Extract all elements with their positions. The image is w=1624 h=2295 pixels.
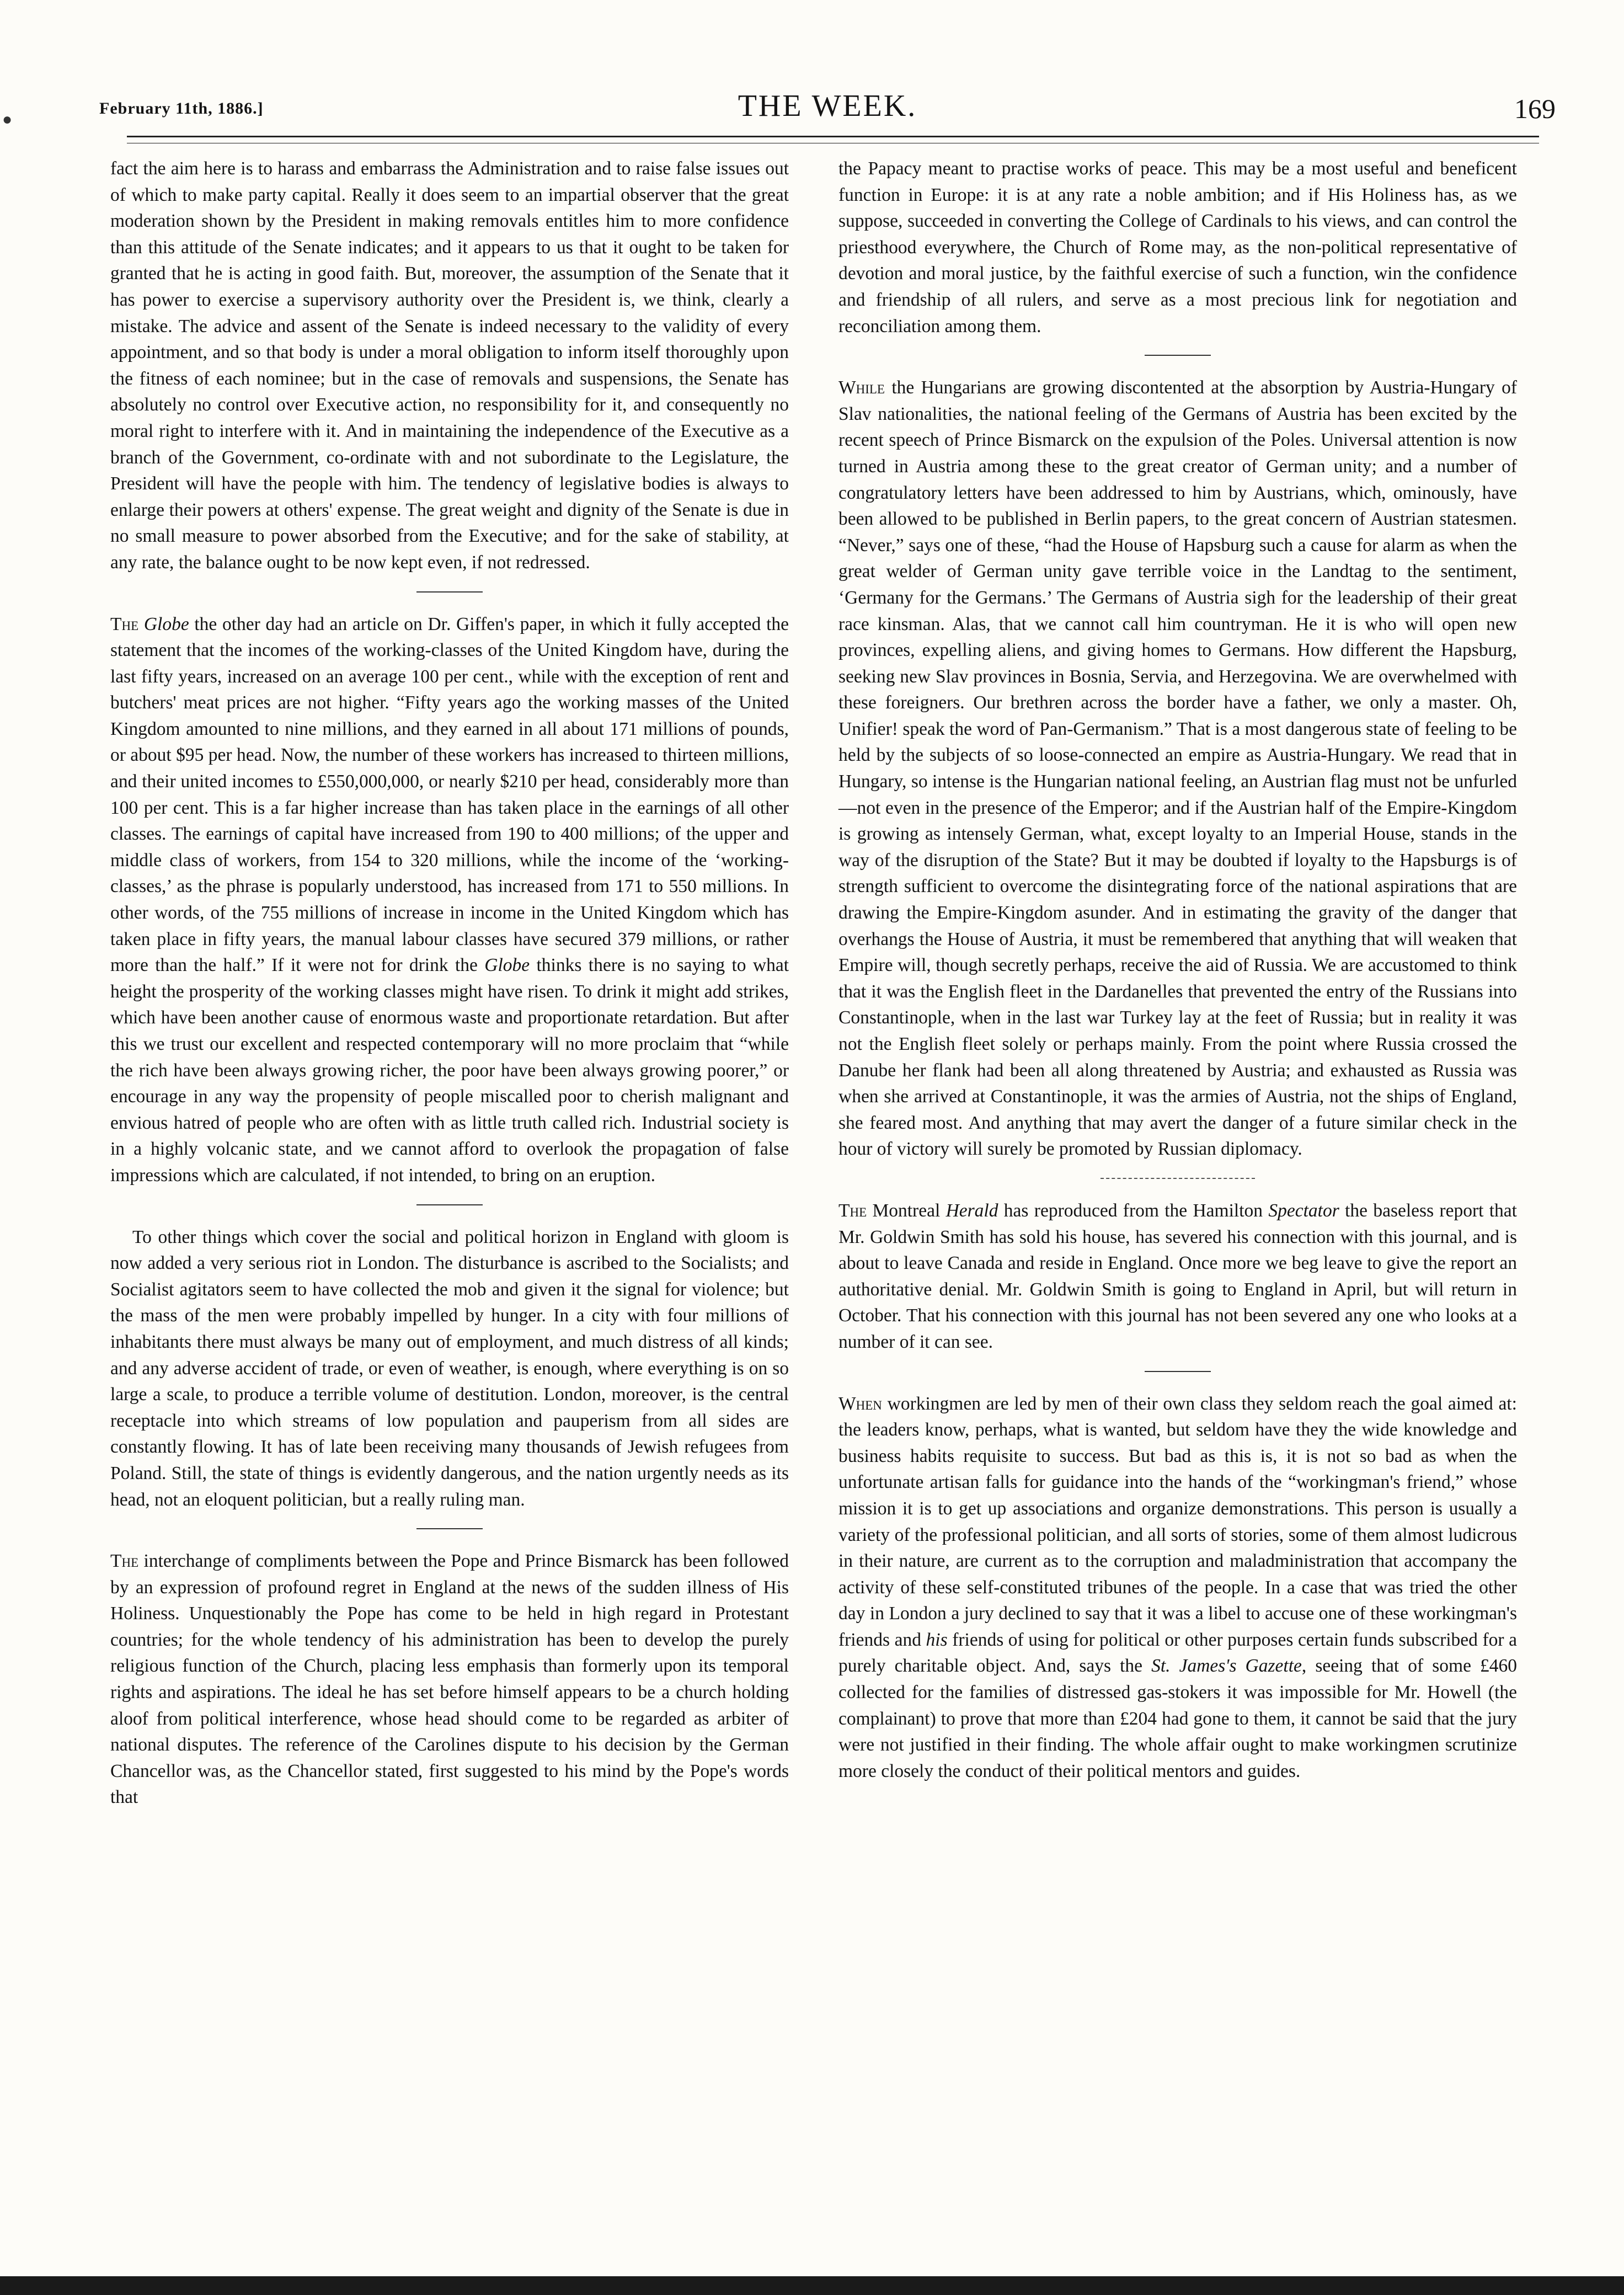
article-text: Montreal bbox=[867, 1200, 946, 1221]
emphasis: his bbox=[926, 1629, 948, 1650]
article-text: has reproduced from the Hamilton bbox=[998, 1200, 1269, 1221]
article-text: thinks there is no saying to what height the prosperity of the working classes might have risen. To drink it might add strikes, which have been another cause of enormous waste and proportionate retardation. But after this we trust our excellent and respected contemporary will no more proclaim that “while the rich have been always growing richer, the poor have been always growing poorer,” or encourage in any way the propensity of people miscalled poor to cherish malignant and envious hatred of people who are often with as little truth called rich. Industrial society is in a highly volcanic state, and we cannot afford to overlook the propagation of false impressions which are calculated, if not intended, to bring on an eruption. bbox=[110, 955, 789, 1186]
article-lead-word: The bbox=[838, 1200, 867, 1221]
header-rule bbox=[127, 136, 1539, 143]
article-pope bbox=[110, 1548, 789, 1811]
article-pope-continued: the Papacy meant to practise works of peace. This may be a most useful and beneficent function in Europe: it is at any rate a noble ambition; and if His Holiness has, as we suppose, succeeded in converting the College of Cardinals to his views, and can control the priesthood everywhere, the Church of Rome may, as the non-political representative of devotion and moral justice, by the faithful exercise of such a function, win the confidence and friendship of all rulers, and serve as a most precious link for negotiation and reconciliation among them. bbox=[838, 158, 1517, 337]
newspaper-title: St. James's Gazette bbox=[1151, 1656, 1302, 1677]
article-senate: fact the aim here is to harass and embarrass the Administration and to raise false issues out of which to make party capital. Really it does seem to an impartial observer that the great moderation shown by the President in making removals entitles him to more confidence than this attitude of the Senate indicates; and it appears to us that it ought to be taken for granted that he is acting in good faith. But, moreover, the assumption of the Senate that it has power to exercise a supervisory authority over the President is, we think, clearly a mistake. The advice and assent of the Senate is indeed necessary to the validity of every appointment, and so that body is under a moral obligation to inform itself thoroughly upon the fitness of each nominee; but in the case of removals and suspensions, the Senate has absolutely no control over Executive action, no responsibility for it, and consequently no moral right to interfere with it. And in maintaining the independence of the Executive as a branch of the Government, co-ordinate with and not subordinate to the Legislature, the President will have the people with him. The tendency of legislative bodies is always to enlarge their powers at others' expense. The great weight and dignity of the Senate is due in no small measure to power absorbed from the Executive; and for the sake of stability, at any rate, the balance ought to be now kept even, if not redressed. bbox=[110, 158, 789, 573]
article-globe bbox=[110, 611, 789, 1189]
newspaper-title: Globe bbox=[143, 613, 189, 634]
article-lead-word: While bbox=[838, 377, 885, 398]
article-text: the other day had an article on Dr. Giffen's paper, in which it fully accepted the statement that the incomes of the working-classes of the United Kingdom have, during the last fifty years, increased on an average 100 per cent., while with the exception of rent and butchers' meat prices are not higher. “Fifty years ago the working masses of the United Kingdom amounted to nine millions, and they earned in all about 171 millions of pounds, or about $95 per head. Now, the number of these workers has increased to thirteen millions, and their united incomes to £550,000,000, or nearly $210 per head, considerably more than 100 per cent. This is a far higher increase than has taken place in the earnings of all other classes. The earnings of capital have increased from 190 to 400 millions; of the upper and middle class of workers, from 154 to 320 millions, while the income of the ‘working-classes,’ as the phrase is popularly understood, has increased from 171 to 550 millions. In other words, of the 755 millions of increase in income in the United Kingdom which has taken place in fifty years, the manual labour classes have secured 379 millions, or rather more than the half.” If it were not for drink the bbox=[110, 613, 789, 976]
page-header bbox=[99, 83, 1556, 132]
article-separator bbox=[1101, 1178, 1255, 1179]
article-text: the baseless report that Mr. Goldwin Smith has sold his house, has severed his connection with this journal, and is about to leave Canada and reside in England. Once more we beg leave to give the report an authoritative denial. Mr. Goldwin Smith is going to England in April, but will return in October. That his connection with this journal has not been severed any one who looks at a number of it can see. bbox=[838, 1200, 1517, 1352]
article-lead-word: The bbox=[110, 1551, 139, 1572]
margin-mark: ● bbox=[2, 110, 13, 129]
article-workingmen bbox=[838, 1391, 1517, 1785]
scan-bottom-edge bbox=[0, 2276, 1624, 2295]
article-text: , seeing that of some £460 collected for the families of distressed gas-stokers it was impossible for Mr. Howell (the complainant) to prove that more than £204 had gone to them, it cannot be said that the jury were not justified in their finding. The whole affair ought to make workingmen scrutinize more closely the conduct of their political mentors and guides. bbox=[838, 1656, 1518, 1781]
newspaper-title: Herald bbox=[945, 1200, 998, 1221]
article-montreal bbox=[838, 1198, 1517, 1355]
article-separator bbox=[1145, 355, 1211, 356]
left-column bbox=[110, 156, 789, 1811]
article-lead-word: The bbox=[110, 613, 139, 634]
article-text: interchange of compliments between the Pope and Prince Bismarck has been followed by an expression of profound regret in England at the news of the sudden illness of His Holiness. Unquestionably the Pope has come to be held in high regard in Protestant countries; for the whole tendency of his administration has been to develop the purely religious function of the Church, placing less emphasis than formerly upon its temporal rights and aspirations. The ideal he has set before himself appears to be a church holding aloof from political interference, whose head should come to be regarded as arbiter of national disputes. The reference of the Carolines dispute to his decision by the German Chancellor was, as the Chancellor stated, first suggested to his mind by the Pope's words that bbox=[110, 1551, 789, 1808]
article-lead-word: When bbox=[838, 1393, 882, 1414]
issue-date: February 11th, 1886.] bbox=[99, 99, 264, 118]
page-number: 169 bbox=[1514, 93, 1556, 124]
article-separator bbox=[416, 1204, 483, 1205]
article-text: workingmen are led by men of their own class they seldom reach the goal aimed at: the leaders know, perhaps, what is wanted, but seldom have they the wide knowledge and business habits requisite to success. But bad as this is, it is not so bad as when the unfortunate artisan falls for guidance into the hands of the “workingman's friend,” whose mission it is to get up associations and organize demonstrations. This person is usually a variety of the professional politician, and all sorts of stories, some of them almost ludicrous in their nature, are current as to the corruption and maladministration that accompany the activity of these self-constituted tribunes of the people. In a case that was tried the other day in London a jury declined to say that it was a libel to accuse one of these workingman's friends and bbox=[838, 1393, 1517, 1650]
masthead-title: THE WEEK. bbox=[738, 89, 917, 123]
article-separator bbox=[416, 591, 483, 593]
article-separator bbox=[416, 1528, 483, 1529]
article-text: the Hungarians are growing discontented at the absorption by Austria-Hungary of Slav nationalities, the national feeling of the Germans of Austria has been excited by the recent speech of Prince Bismarck on the expulsion of the Poles. Universal attention is now turned in Austria among these to the great creator of German unity; and a number of congratulatory letters have been addressed to him by Austrians, which, ominously, have been allowed to be published in Berlin papers, to the great concern of Austrian statesmen. “Never,” says one of these, “had the House of Hapsburg such a cause for alarm as when the great welder of German unity gave terrible voice in the Landtag to the sentiment, ‘Germany for the Germans.’ The Germans of Austria sigh for the leadership of their great race kinsman. Alas, that we cannot call him countryman. He it is who will open new provinces, expelling aliens, and giving homes to Germans. How different the Hapsburg, seeking new Slav provinces in Bosnia, Servia, and Herzegovina. We are overwhelmed with these foreigners. Our brethren across the border have a father, we only a master. Oh, Unifier! speak the word of Pan-Germanism.” That is a most dangerous state of feeling to be held by the subjects of so loose-connected an empire as Austria-Hungary. We read that in Hungary, so intense is the Hungarian national feeling, an Austrian flag must not be unfurled—not even in the presence of the Emperor; and if the Austrian half of the Empire-Kingdom is growing as intensely German, what, except loyalty to an Imperial House, stands in the way of the disruption of the State? But it may be doubted if loyalty to the Hapsburgs is of strength sufficient to overcome the disintegrating force of the national aspirations that are drawing the Empire-Kingdom asunder. And in estimating the gravity of the danger that overhangs the House of Austria, it must be remembered that anything that will weaken that Empire will, though secretly perhaps, receive the aid of Russia. We are accustomed to think that it was the English fleet in the Dardanelles that prevented the entry of the Russians into Constantinople, when in the last war Turkey lay at the feet of Russia; but in reality it was not the English fleet solely or perhaps mainly. From the point where Russia crossed the Danube her flank had been all along threatened by Austria; and exhausted as Russia was when she arrived at Constantinople, it was the armies of Austria, not the ships of England, she feared most. And anything that may avert the danger of a future similar check in the hour of victory will surely be promoted by Russian diplomacy. bbox=[838, 377, 1517, 1160]
newspaper-title: Spectator bbox=[1268, 1200, 1339, 1221]
newspaper-title: Globe bbox=[484, 955, 530, 976]
article-hungary bbox=[838, 375, 1517, 1162]
article-london: To other things which cover the social and political horizon in England with gloom is now added a very serious riot in London. The disturbance is ascribed to the Socialists; and Socialist agitators seem to have collected the mob and given it the signal for violence; but the mass of the men were probably impelled by hunger. In a city with four millions of inhabitants there must always be many out of employment, and much distress of all kinds; and any adverse accident of trade, or even of weather, is enough, where everything is on so large a scale, to produce a terrible volume of destitution. London, moreover, is the central receptacle into which streams of low population and pauperism from all sides are constantly flowing. It has of late been receiving many thousands of Jewish refugees from Poland. Still, the state of things is evidently dangerous, and the nation urgently needs as its head, not an eloquent politician, but a really ruling man. bbox=[110, 1226, 789, 1510]
article-text: friends of using for political or other purposes certain funds subscribed for a purely charitable object. And, says the bbox=[838, 1629, 1517, 1677]
article-separator bbox=[1145, 1371, 1211, 1372]
right-column bbox=[838, 156, 1517, 1784]
